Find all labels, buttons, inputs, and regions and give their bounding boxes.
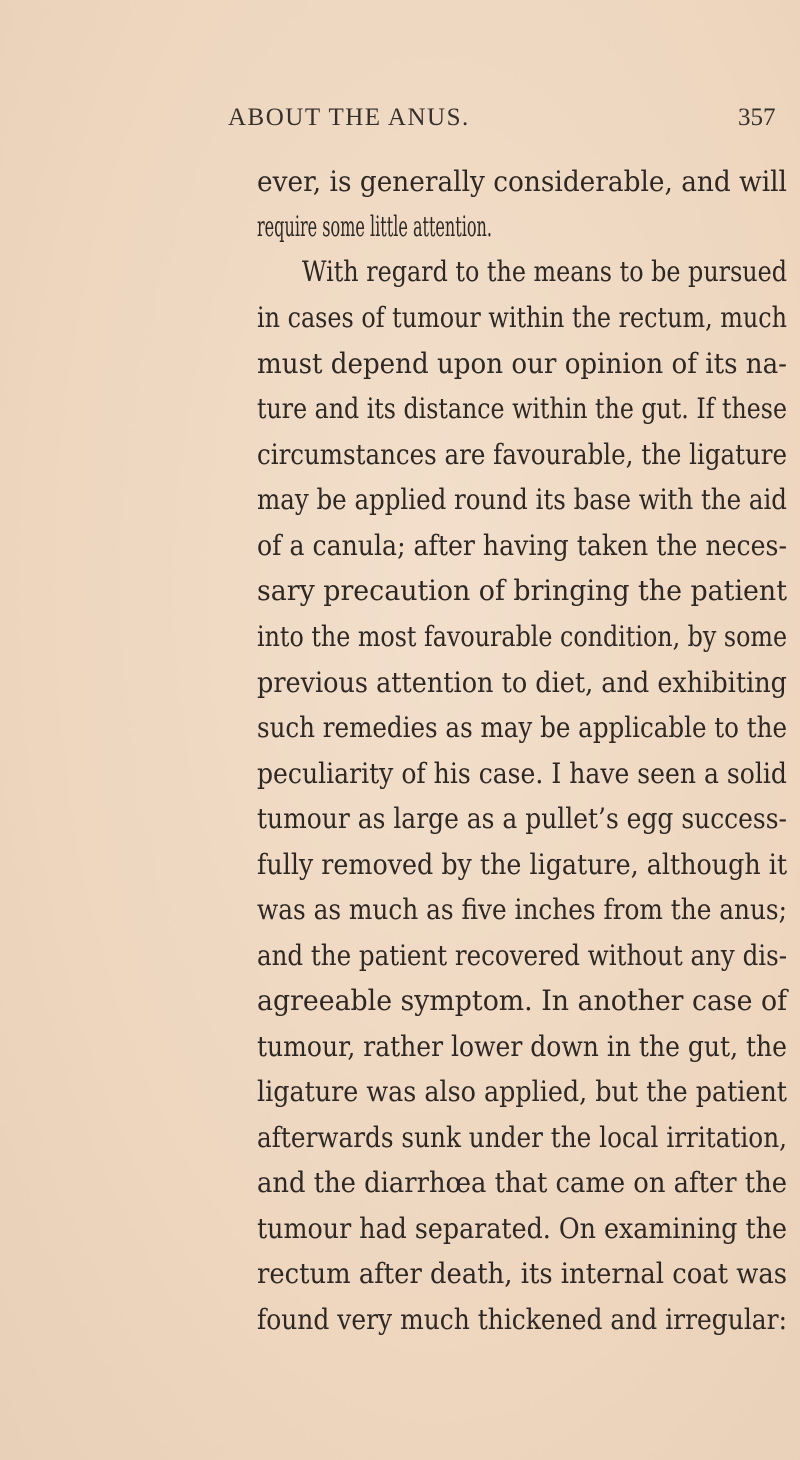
text-line: tumour as large as a pullet’s egg success- — [257, 802, 787, 835]
text-line: and the patient recovered without any dis- — [257, 939, 787, 972]
running-head: ABOUT THE ANUS. — [228, 104, 470, 131]
text-line: may be applied round its base with the aid — [257, 483, 788, 516]
text-line: and the diarrhœa that came on after the — [257, 1166, 787, 1199]
text-line: tumour had separated. On examining the — [257, 1212, 788, 1245]
text-line: must depend upon our opinion of its na- — [257, 347, 788, 380]
text-line: ligature was also applied, but the patient — [257, 1075, 788, 1108]
text-line: previous attention to diet, and exhibiting — [257, 666, 787, 699]
text-line: With regard to the means to be pursued — [302, 255, 788, 288]
text-line: agreeable symptom. In another case of — [257, 984, 788, 1017]
text-line: peculiarity of his case. I have seen a solid — [257, 757, 787, 790]
text-line: circumstances are favourable, the ligature — [257, 438, 788, 471]
text-line: of a canula; after having taken the neces- — [257, 529, 787, 562]
text-line: rectum after death, its internal coat was — [257, 1257, 788, 1290]
text-line: require some little attention. — [257, 210, 492, 243]
text-line: ever, is generally considerable, and will — [257, 165, 787, 198]
text-line: was as much as five inches from the anus; — [257, 893, 787, 926]
text-line: such remedies as may be applicable to the — [257, 711, 787, 744]
text-line: ture and its distance within the gut. If these — [257, 392, 787, 425]
text-line: into the most favourable condition, by some — [257, 620, 788, 653]
text-line: found very much thickened and irregular: — [257, 1303, 787, 1336]
text-line: tumour, rather lower down in the gut, the — [257, 1030, 787, 1063]
text-line: in cases of tumour within the rectum, much — [257, 301, 787, 334]
text-line: sary precaution of bringing the patient — [257, 574, 787, 607]
text-line: afterwards sunk under the local irritation, — [257, 1121, 787, 1154]
text-line: fully removed by the ligature, although it — [257, 848, 788, 881]
page-number: 357 — [738, 104, 776, 131]
